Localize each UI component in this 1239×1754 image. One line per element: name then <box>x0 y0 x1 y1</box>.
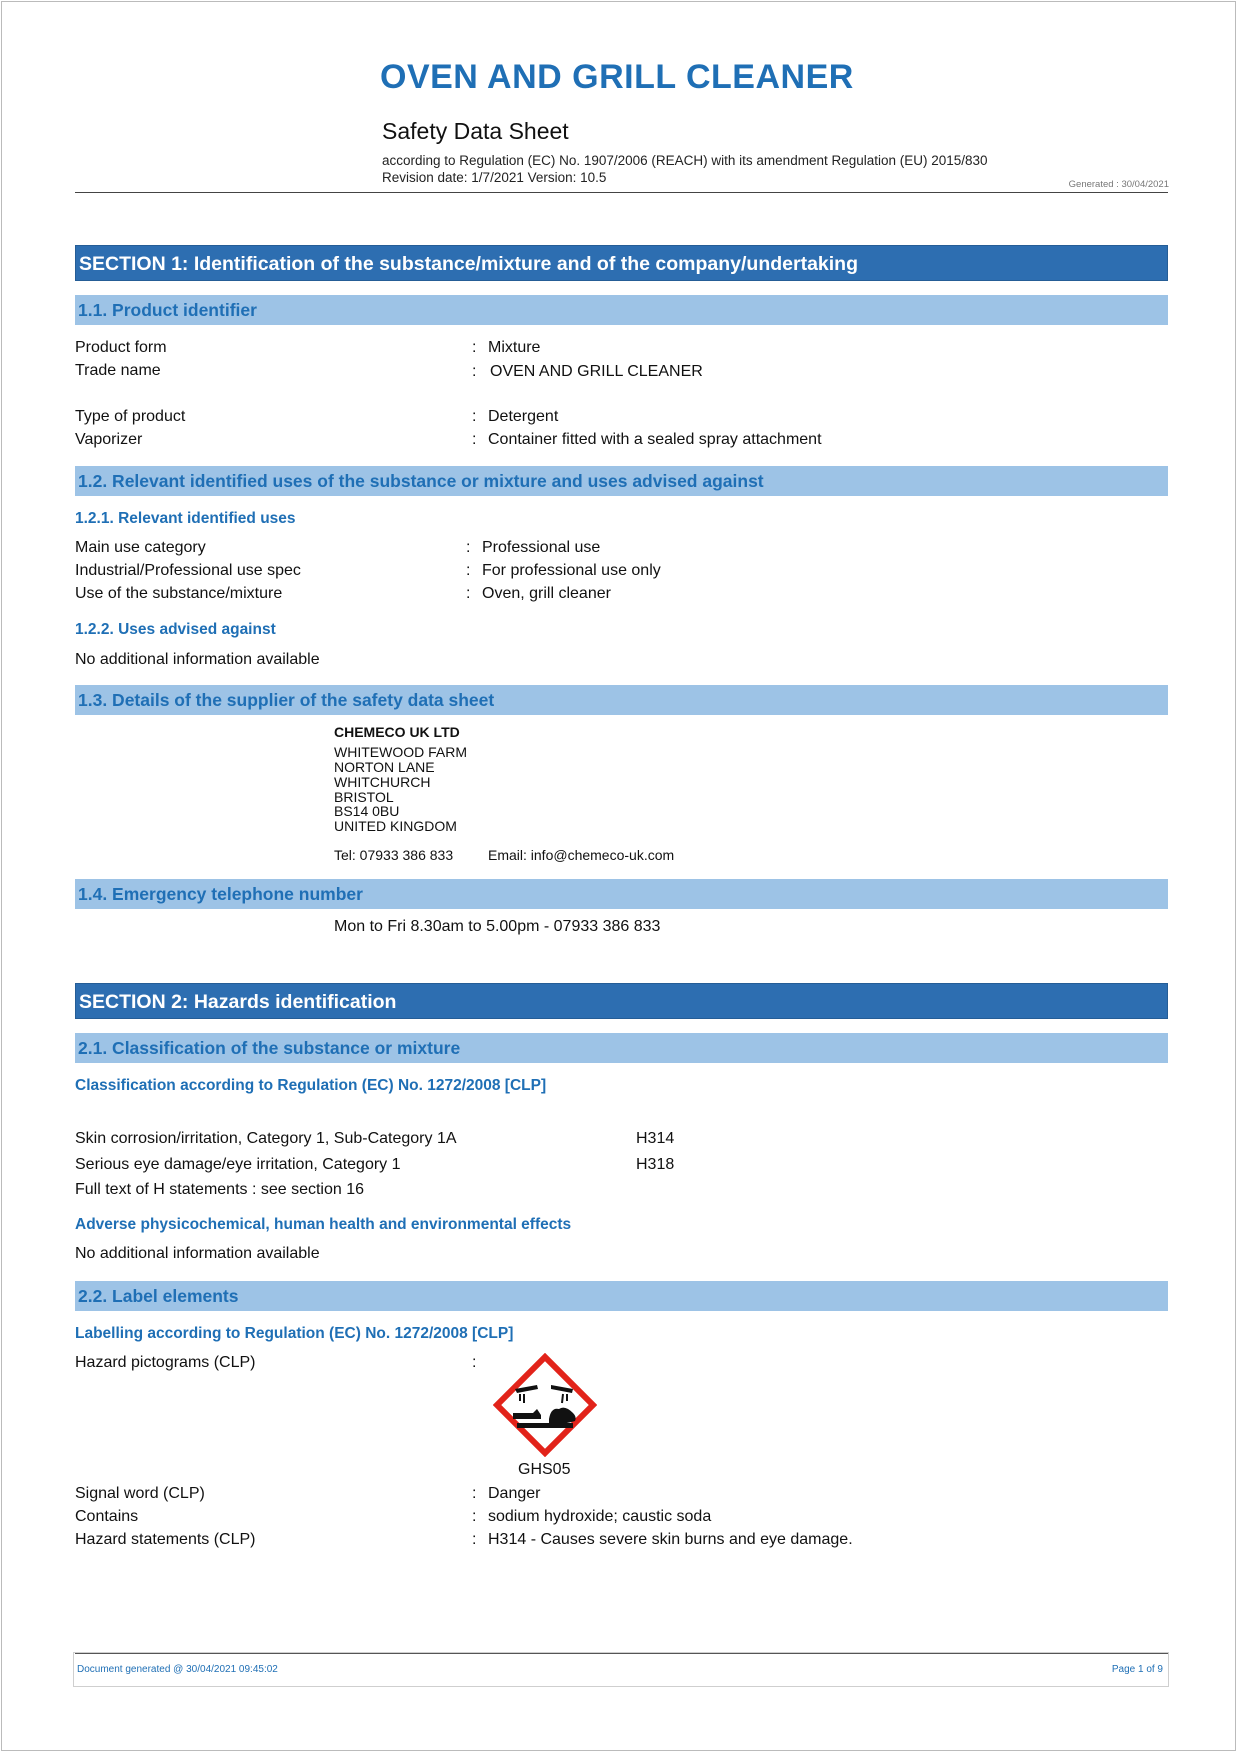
classification-code: H318 <box>636 1156 675 1173</box>
row-colon: : <box>472 1531 477 1548</box>
supplier-company: CHEMECO UK LTD <box>334 724 460 740</box>
row-label: Hazard statements (CLP) <box>75 1531 256 1548</box>
row-value: Container fitted with a sealed spray attachment <box>488 431 822 448</box>
adverse-effects-heading: Adverse physicochemical, human health and environmental effects <box>75 1216 572 1233</box>
row-colon: : <box>466 585 471 602</box>
subsection-1-2-header: 1.2. Relevant identified uses of the substance or mixture and uses advised against <box>75 466 1168 497</box>
row-label: Hazard pictograms (CLP) <box>75 1354 256 1371</box>
row-value: Professional use <box>482 539 601 556</box>
subsection-2-2-header: 2.2. Label elements <box>75 1281 1168 1312</box>
subsection-1-1-header: 1.1. Product identifier <box>75 295 1168 326</box>
row-value: Mixture <box>488 339 541 356</box>
full-text-note: Full text of H statements : see section 16 <box>75 1181 365 1198</box>
classification-row: Skin corrosion/irritation, Category 1, Sub-Category 1A <box>75 1130 457 1147</box>
classification-code: H314 <box>636 1130 675 1147</box>
document-title: OVEN AND GRILL CLEANER <box>380 58 854 96</box>
supplier-address-line: NORTON LANE <box>334 759 435 775</box>
row-label: Contains <box>75 1508 139 1525</box>
supplier-email[interactable]: Email: info@chemeco-uk.com <box>488 847 675 863</box>
row-value: OVEN AND GRILL CLEANER <box>490 363 703 380</box>
row-value: H314 - Causes severe skin burns and eye damage. <box>488 1531 853 1548</box>
supplier-address-line: BRISTOL <box>334 789 394 805</box>
row-value: For professional use only <box>482 562 661 579</box>
row-colon: : <box>472 408 477 425</box>
ghs05-corrosion-icon <box>493 1353 597 1457</box>
section-1-header: SECTION 1: Identification of the substance/mixture and of the company/undertaking <box>75 245 1168 281</box>
adverse-effects-text: No additional information available <box>75 1245 320 1262</box>
footer-generated: Document generated @ 30/04/2021 09:45:02 <box>77 1664 278 1675</box>
clp-labelling-heading: Labelling according to Regulation (EC) No. 1272/2008 [CLP] <box>75 1325 514 1342</box>
row-colon: : <box>472 1485 477 1502</box>
document-subtitle: Safety Data Sheet <box>382 118 569 144</box>
section-2-header: SECTION 2: Hazards identification <box>75 983 1168 1019</box>
emergency-phone-text: Mon to Fri 8.30am to 5.00pm - 07933 386 833 <box>334 918 661 935</box>
row-label: Signal word (CLP) <box>75 1485 205 1502</box>
row-label: Use of the substance/mixture <box>75 585 283 602</box>
subsection-1-4-header: 1.4. Emergency telephone number <box>75 879 1168 910</box>
row-label: Main use category <box>75 539 206 556</box>
supplier-address-line: WHITEWOOD FARM <box>334 744 467 760</box>
supplier-address-line: UNITED KINGDOM <box>334 818 457 834</box>
supplier-tel: Tel: 07933 386 833 <box>334 847 454 863</box>
row-label: Industrial/Professional use spec <box>75 562 301 579</box>
subsection-1-2-2-heading: 1.2.2. Uses advised against <box>75 621 276 638</box>
supplier-address-line: BS14 0BU <box>334 803 400 819</box>
regulation-text: according to Regulation (EC) No. 1907/2006 (REACH) with its amendment Regulation (EU) 2015/830 <box>382 153 988 168</box>
subsection-1-3-header: 1.3. Details of the supplier of the safety data sheet <box>75 685 1168 716</box>
row-colon: : <box>466 539 471 556</box>
row-label: Type of product <box>75 408 186 425</box>
row-colon: : <box>472 1508 477 1525</box>
footer-page-number: Page 1 of 9 <box>1111 1664 1163 1675</box>
generated-date: Generated : 30/04/2021 <box>1068 179 1169 190</box>
pictogram-code: GHS05 <box>518 1461 571 1478</box>
row-colon: : <box>472 431 477 448</box>
revision-text: Revision date: 1/7/2021 Version: 10.5 <box>382 170 607 185</box>
header-rule <box>75 192 1168 193</box>
row-value: sodium hydroxide; caustic soda <box>488 1508 712 1525</box>
supplier-address-line: WHITCHURCH <box>334 774 431 790</box>
row-colon: : <box>472 339 477 356</box>
row-colon: : <box>466 562 471 579</box>
row-value: Danger <box>488 1485 541 1502</box>
subsection-1-2-1-heading: 1.2.1. Relevant identified uses <box>75 510 296 527</box>
row-label: Product form <box>75 339 167 356</box>
classification-row: Serious eye damage/eye irritation, Category 1 <box>75 1156 401 1173</box>
row-colon: : <box>472 363 477 380</box>
uses-advised-against-text: No additional information available <box>75 651 320 668</box>
row-label: Vaporizer <box>75 431 143 448</box>
clp-classification-heading: Classification according to Regulation (EC) No. 1272/2008 [CLP] <box>75 1077 547 1094</box>
row-value: Oven, grill cleaner <box>482 585 611 602</box>
row-value: Detergent <box>488 408 559 425</box>
row-label: Trade name <box>75 362 161 379</box>
subsection-2-1-header: 2.1. Classification of the substance or mixture <box>75 1033 1168 1064</box>
row-colon: : <box>472 1354 477 1371</box>
